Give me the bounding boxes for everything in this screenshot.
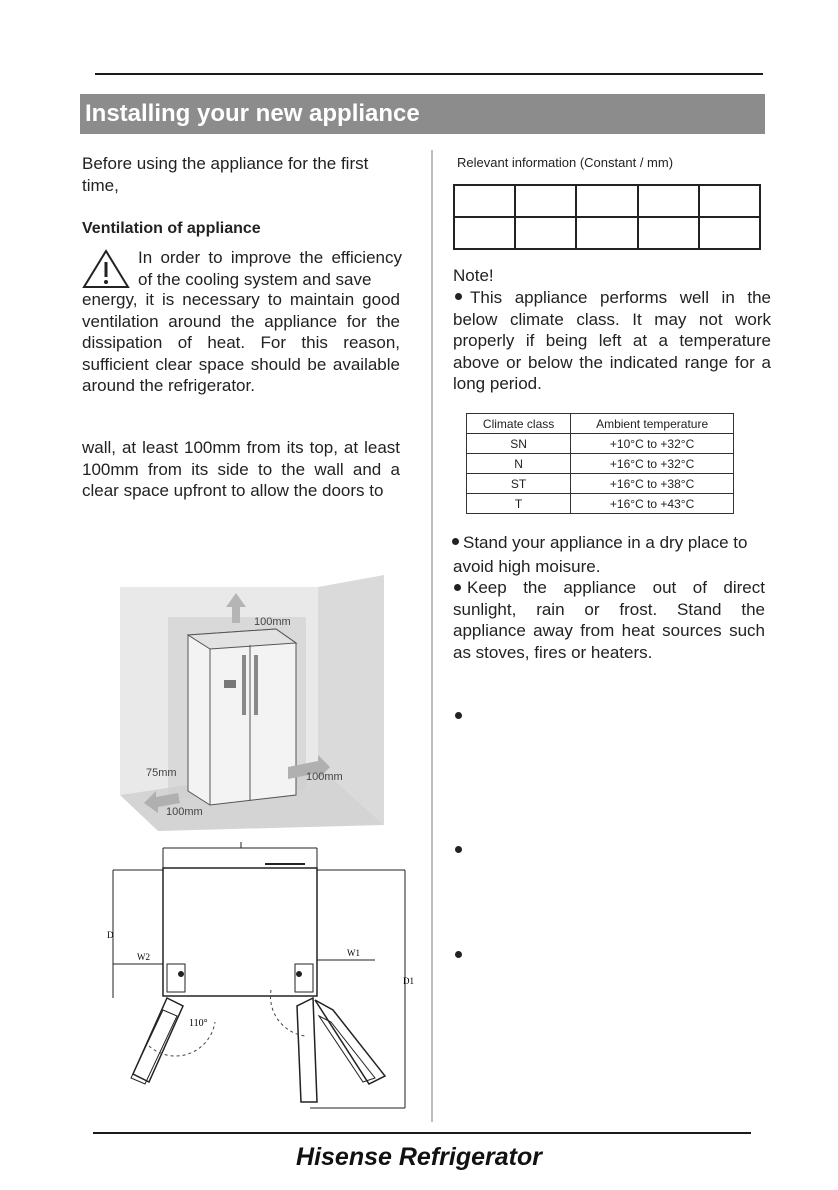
dimensions-table: [453, 184, 761, 250]
label-angle: 110°: [189, 1018, 208, 1029]
relevant-info-title: Relevant information (Constant / mm): [457, 155, 674, 170]
table-cell: [515, 185, 576, 217]
column-divider: [431, 150, 433, 1122]
bottom-rule: [93, 1132, 751, 1134]
section-title: Installing your new appliance: [80, 94, 765, 134]
climate-class-table: [466, 413, 734, 514]
table-row: [454, 185, 760, 217]
temperature-cell: +16°C to +32°C: [571, 454, 734, 474]
table-cell: [699, 217, 760, 249]
label-left-clearance: 75mm: [146, 767, 177, 779]
dry-place-text: Stand your appliance in a dry place to avoid high moisure.: [453, 533, 748, 576]
ventilation-heading: Ventilation of appliance: [82, 220, 261, 237]
clearance-text: wall, at least 100mm from its top, at least 100mm from its side to the wall and a clear space upfront to allow the doors to: [82, 438, 400, 500]
label-w1: W1: [347, 948, 360, 958]
note-text: This appliance performs well in the below climate class. It may not work properly if being left at a temperature above or below the indicated range for a long period.: [453, 288, 771, 393]
table-cell: [454, 217, 515, 249]
column-header: Climate class: [467, 414, 571, 434]
bullet-icon: [455, 951, 462, 958]
ventilation-text-rest: energy, it is necessary to maintain good ventilation around the appliance for the dissipation of heat. For this reason, sufficient clear space should be available around the refrigerator.: [82, 290, 400, 395]
climate-class-cell: T: [467, 494, 571, 514]
label-d1: D1: [403, 976, 414, 986]
ventilation-text-first: In order to improve the efficiency of the cooling system and save: [138, 248, 402, 289]
bullet-icon: [455, 712, 462, 719]
warning-icon: [82, 249, 130, 289]
brand-footer: Hisense Refrigerator: [296, 1143, 542, 1171]
table-cell: [699, 185, 760, 217]
sunlight-text: Keep the appliance out of direct sunlight, rain or frost. Stand the appliance away from heat sources such as stoves, fires or heaters.: [453, 578, 765, 662]
door-opening-diagram: [105, 840, 414, 1110]
note-heading: Note!: [453, 266, 494, 285]
table-header-row: [467, 414, 734, 434]
temperature-cell: +16°C to +43°C: [571, 494, 734, 514]
table-cell: [638, 217, 699, 249]
bullet-icon: [455, 846, 462, 853]
label-w2: W2: [137, 952, 150, 962]
climate-class-cell: SN: [467, 434, 571, 454]
table-cell: [454, 185, 515, 217]
label-top-clearance: 100mm: [254, 616, 291, 628]
temperature-cell: +16°C to +38°C: [571, 474, 734, 494]
climate-class-cell: N: [467, 454, 571, 474]
column-header: Ambient temperature: [571, 414, 734, 434]
table-row: [467, 434, 734, 454]
intro-text: Before using the appliance for the first time,: [82, 154, 369, 195]
top-rule: [95, 73, 763, 75]
label-d: D: [107, 930, 114, 940]
table-row: [454, 217, 760, 249]
table-cell: [576, 217, 637, 249]
fridge-clearance-illustration: [118, 585, 386, 831]
label-right-clearance: 100mm: [306, 771, 343, 783]
table-row: [467, 454, 734, 474]
table-cell: [638, 185, 699, 217]
table-cell: [515, 217, 576, 249]
table-row: [467, 494, 734, 514]
table-row: [467, 474, 734, 494]
table-cell: [576, 185, 637, 217]
climate-class-cell: ST: [467, 474, 571, 494]
label-front-clearance: 100mm: [166, 806, 203, 818]
temperature-cell: +10°C to +32°C: [571, 434, 734, 454]
